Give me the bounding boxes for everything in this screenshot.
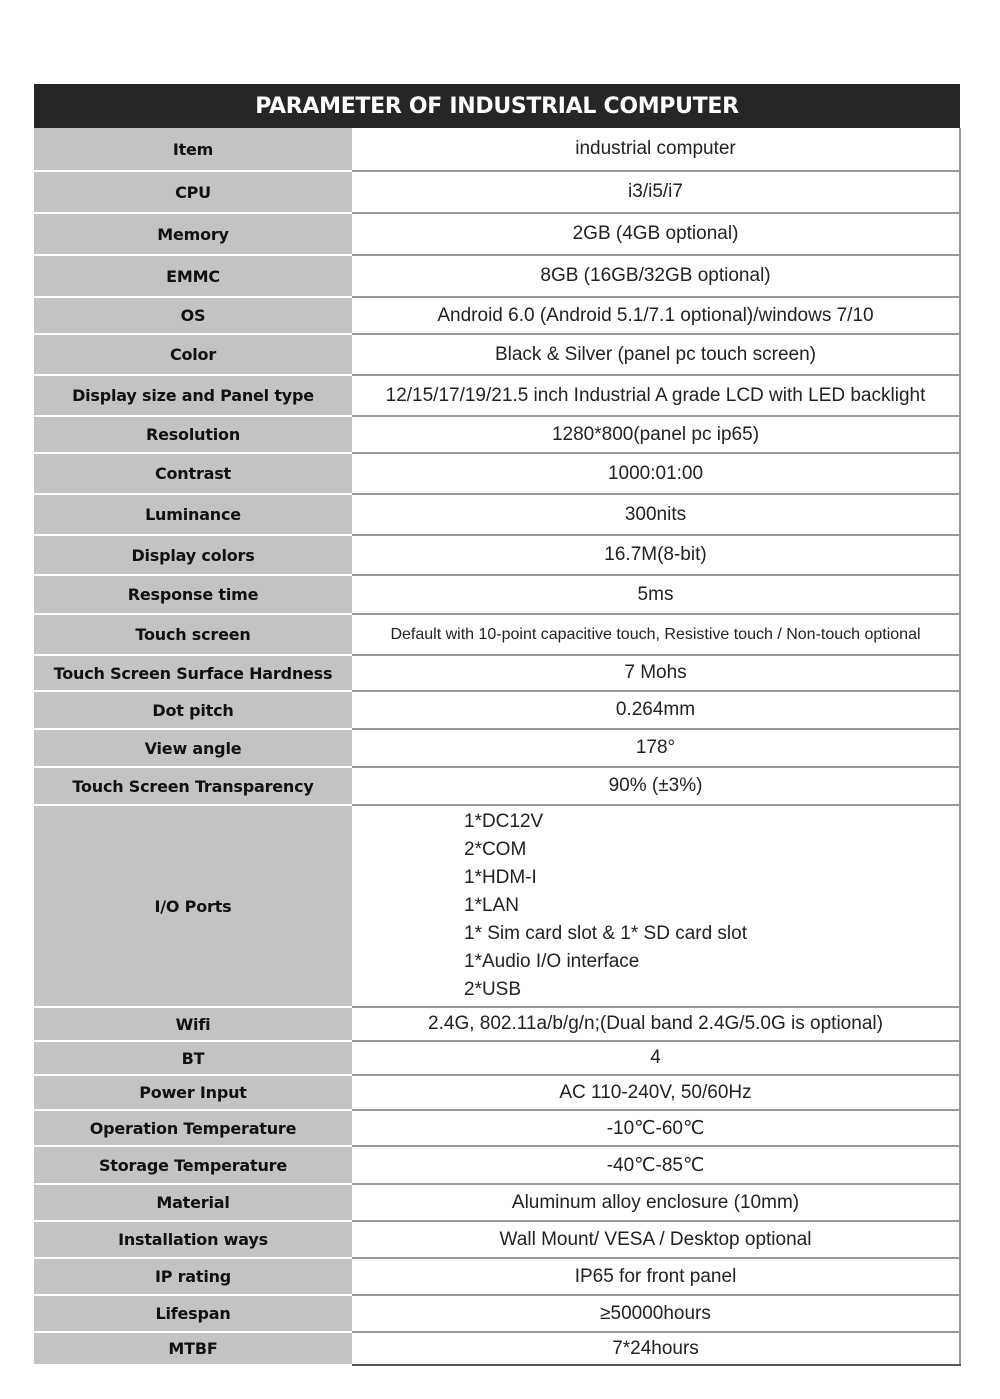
table-row [34, 1295, 960, 1332]
table-row [34, 375, 960, 416]
io-port-item: 1*Audio I/O interface [464, 951, 640, 972]
table-row [34, 1332, 960, 1365]
row-value: 12/15/17/19/21.5 inch Industrial A grade LCD with LED backlight [352, 375, 960, 416]
table-row [34, 655, 960, 691]
row-value: AC 110-240V, 50/60Hz [352, 1075, 960, 1110]
row-value: 1000:01:00 [352, 453, 960, 494]
row-value: 178° [352, 729, 960, 767]
io-port-item: 1*DC12V [464, 811, 544, 832]
row-label: Memory [34, 213, 352, 255]
row-value: 90% (±3%) [352, 767, 960, 805]
io-port-item: 1*HDM-I [464, 867, 537, 888]
table-row [34, 1146, 960, 1184]
table-row [34, 729, 960, 767]
table-row [34, 1041, 960, 1075]
row-label: Storage Temperature [34, 1146, 352, 1184]
table-row [34, 614, 960, 655]
row-value: 1280*800(panel pc ip65) [352, 416, 960, 453]
table-row [34, 1110, 960, 1146]
table-row [34, 297, 960, 334]
table-row [34, 805, 960, 1007]
row-label: Touch Screen Transparency [34, 767, 352, 805]
row-value: IP65 for front panel [352, 1258, 960, 1295]
row-value: 16.7M(8-bit) [352, 535, 960, 575]
table-row [34, 575, 960, 614]
row-label: IP rating [34, 1258, 352, 1295]
row-value: industrial computer [352, 128, 960, 171]
row-label: BT [34, 1041, 352, 1075]
table-row [34, 1007, 960, 1041]
row-label: Wifi [34, 1007, 352, 1041]
row-label: MTBF [34, 1332, 352, 1365]
row-label: Display colors [34, 535, 352, 575]
table-row [34, 691, 960, 729]
row-value: 2.4G, 802.11a/b/g/n;(Dual band 2.4G/5.0G is optional) [352, 1007, 960, 1041]
row-label: Touch Screen Surface Hardness [34, 655, 352, 691]
row-label: I/O Ports [34, 805, 352, 1007]
row-value: 0.264mm [352, 691, 960, 729]
table-row [34, 535, 960, 575]
table-row [34, 494, 960, 535]
table-row [34, 128, 960, 171]
table-row [34, 1184, 960, 1221]
row-label: Dot pitch [34, 691, 352, 729]
row-label: Item [34, 128, 352, 171]
row-label: Luminance [34, 494, 352, 535]
table-row [34, 1221, 960, 1258]
row-label: Contrast [34, 453, 352, 494]
table-row [34, 416, 960, 453]
io-port-item: 1*LAN [464, 895, 519, 916]
io-port-item: 2*USB [464, 979, 522, 1000]
row-value: 5ms [352, 575, 960, 614]
row-value: Black & Silver (panel pc touch screen) [352, 334, 960, 375]
row-value: Aluminum alloy enclosure (10mm) [352, 1184, 960, 1221]
row-value: 8GB (16GB/32GB optional) [352, 255, 960, 297]
row-value: -40℃-85℃ [352, 1146, 960, 1184]
row-label: Response time [34, 575, 352, 614]
table-row [34, 767, 960, 805]
row-label: Installation ways [34, 1221, 352, 1258]
row-value: i3/i5/i7 [352, 171, 960, 213]
row-label: OS [34, 297, 352, 334]
row-label: Operation Temperature [34, 1110, 352, 1146]
table-row [34, 213, 960, 255]
row-label: EMMC [34, 255, 352, 297]
table-row [34, 171, 960, 213]
row-value: 7*24hours [352, 1332, 960, 1365]
row-label: CPU [34, 171, 352, 213]
row-label: Lifespan [34, 1295, 352, 1332]
row-value: Android 6.0 (Android 5.1/7.1 optional)/windows 7/10 [352, 297, 960, 334]
table-row [34, 453, 960, 494]
row-label: Resolution [34, 416, 352, 453]
row-label: Color [34, 334, 352, 375]
row-label: View angle [34, 729, 352, 767]
row-value [352, 805, 960, 1007]
row-label: Material [34, 1184, 352, 1221]
row-value: -10℃-60℃ [352, 1110, 960, 1146]
spec-table [34, 128, 961, 1366]
row-value: 4 [352, 1041, 960, 1075]
row-label: Touch screen [34, 614, 352, 655]
spec-sheet [34, 84, 960, 1366]
table-row [34, 1258, 960, 1295]
io-port-item: 1* Sim card slot & 1* SD card slot [464, 923, 747, 944]
table-row [34, 255, 960, 297]
page-title: PARAMETER OF INDUSTRIAL COMPUTER [34, 84, 960, 128]
table-row [34, 1075, 960, 1110]
table-row [34, 334, 960, 375]
row-value: 7 Mohs [352, 655, 960, 691]
row-value: Default with 10-point capacitive touch, Resistive touch / Non-touch optional [352, 614, 960, 655]
io-port-item: 2*COM [464, 839, 527, 860]
row-value: ≥50000hours [352, 1295, 960, 1332]
row-value: 300nits [352, 494, 960, 535]
row-label: Power Input [34, 1075, 352, 1110]
row-value: Wall Mount/ VESA / Desktop optional [352, 1221, 960, 1258]
row-value: 2GB (4GB optional) [352, 213, 960, 255]
row-label: Display size and Panel type [34, 375, 352, 416]
io-ports-list [464, 808, 747, 1004]
